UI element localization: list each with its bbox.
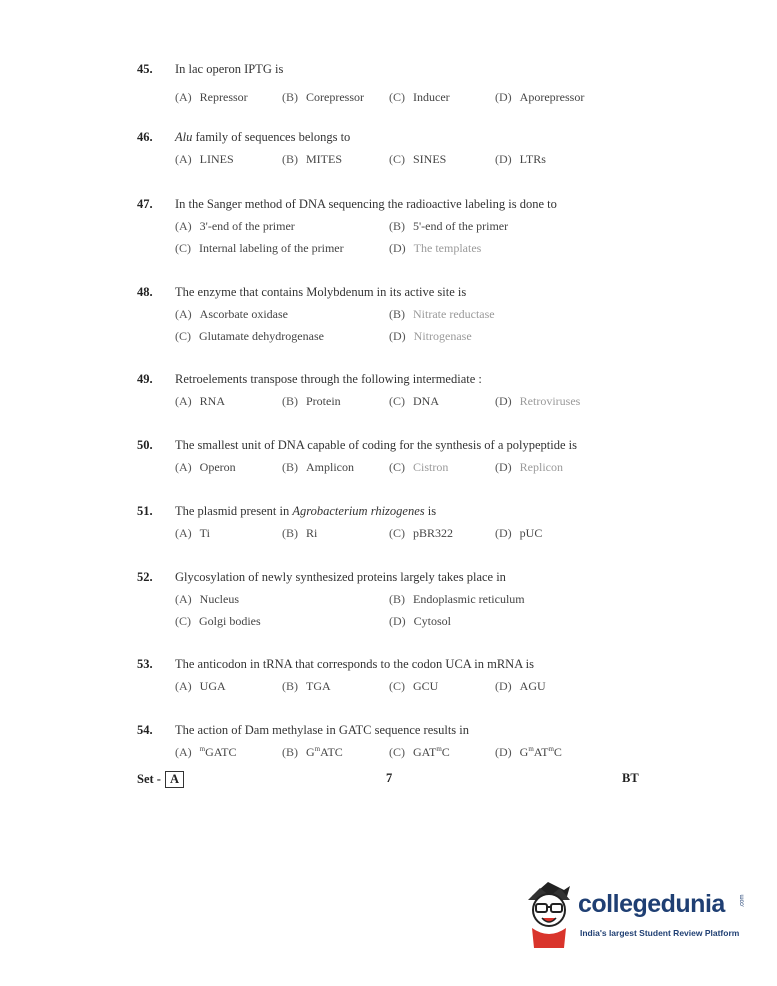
option-a: (A) UGA	[175, 679, 226, 693]
question-text: The enzyme that contains Molybdenum in its active site is	[175, 285, 467, 299]
question-text: The action of Dam methylase in GATC sequence results in	[175, 723, 470, 737]
option-d: (D) AGU	[495, 679, 546, 693]
question-number: 51.	[137, 504, 153, 518]
logo-wordmark: collegedunia	[578, 890, 725, 918]
option-b: (B) Endoplasmic reticulum	[389, 592, 525, 606]
option-d: (D) pUC	[495, 526, 543, 540]
option-b: (B) Protein	[282, 394, 341, 408]
option-c: (C) Golgi bodies	[175, 614, 261, 628]
option-d: (D) The templates	[389, 241, 482, 255]
option-d: (D) $G^mAT^mC$	[495, 745, 562, 759]
question-number: 48.	[137, 285, 153, 299]
option-b: (B) 5'-end of the primer	[389, 219, 509, 233]
question-number: 45.	[137, 62, 153, 76]
option-c: (C) SINES	[389, 152, 447, 166]
option-a: (A) $^m$GATC	[175, 745, 237, 759]
question-number: 49.	[137, 372, 153, 386]
question-text: In the Sanger method of DNA sequencing the radioactive labeling is done to	[175, 197, 557, 211]
option-d: (D) Retroviruses	[495, 394, 581, 408]
question-text: In lac operon IPTG is	[175, 62, 284, 76]
option-a: (A) 3'-end of the primer	[175, 219, 295, 233]
option-a: (A) Repressor	[175, 90, 248, 104]
option-b: (B) Ri	[282, 526, 318, 540]
option-d: (D) Replicon	[495, 460, 563, 474]
option-d: (D) Aporepressor	[495, 90, 585, 104]
option-c: (C) Cistron	[389, 460, 449, 474]
option-b: (B) TGA	[282, 679, 331, 693]
option-c: (C) Inducer	[389, 90, 450, 104]
option-b: (B) Corepressor	[282, 90, 364, 104]
option-d: (D) LTRs	[495, 152, 546, 166]
question-number: 47.	[137, 197, 153, 211]
option-c: (C) Internal labeling of the primer	[175, 241, 344, 255]
option-c: (C) GCU	[389, 679, 439, 693]
set-label: Set - A	[137, 771, 184, 788]
option-c: (C) pBR322	[389, 526, 454, 540]
question-text: Glycosylation of newly synthesized proteins largely takes place in	[175, 570, 506, 584]
option-b: (B) Nitrate reductase	[389, 307, 495, 321]
option-d: (D) Cytosol	[389, 614, 452, 628]
option-b: (B) MITES	[282, 152, 342, 166]
option-b: (B) Amplicon	[282, 460, 354, 474]
logo-tagline: India's largest Student Review Platform	[580, 928, 740, 938]
question-number: 53.	[137, 657, 153, 671]
option-a: (A) RNA	[175, 394, 226, 408]
question-text: Retroelements transpose through the following intermediate :	[175, 372, 482, 386]
option-a: (A) LINES	[175, 152, 234, 166]
question-text: Alu family of sequences belongs to	[175, 130, 351, 144]
question-text: The plasmid present in Agrobacterium rhizogenes is	[175, 504, 437, 518]
set-box: A	[165, 771, 184, 788]
option-a: (A) Nucleus	[175, 592, 239, 606]
option-a: (A) Ti	[175, 526, 210, 540]
option-b: (B) $G^mATC$	[282, 745, 343, 759]
collegedunia-logo	[520, 878, 750, 958]
option-c: (C) DNA	[389, 394, 439, 408]
mascot-icon	[520, 878, 578, 950]
question-text: The anticodon in tRNA that corresponds to the codon UCA in mRNA is	[175, 657, 534, 671]
paper-code: BT	[622, 771, 639, 785]
question-text: The smallest unit of DNA capable of coding for the synthesis of a polypeptide is	[175, 438, 577, 452]
option-c: (C) GAT$^m$C	[389, 745, 450, 759]
page-number: 7	[386, 771, 393, 785]
option-d: (D) Nitrogenase	[389, 329, 472, 343]
question-number: 54.	[137, 723, 153, 737]
question-number: 50.	[137, 438, 153, 452]
option-a: (A) Ascorbate oxidase	[175, 307, 288, 321]
question-number: 46.	[137, 130, 153, 144]
logo-suffix: .com	[739, 894, 746, 908]
option-a: (A) Operon	[175, 460, 236, 474]
option-c: (C) Glutamate dehydrogenase	[175, 329, 324, 343]
question-number: 52.	[137, 570, 153, 584]
